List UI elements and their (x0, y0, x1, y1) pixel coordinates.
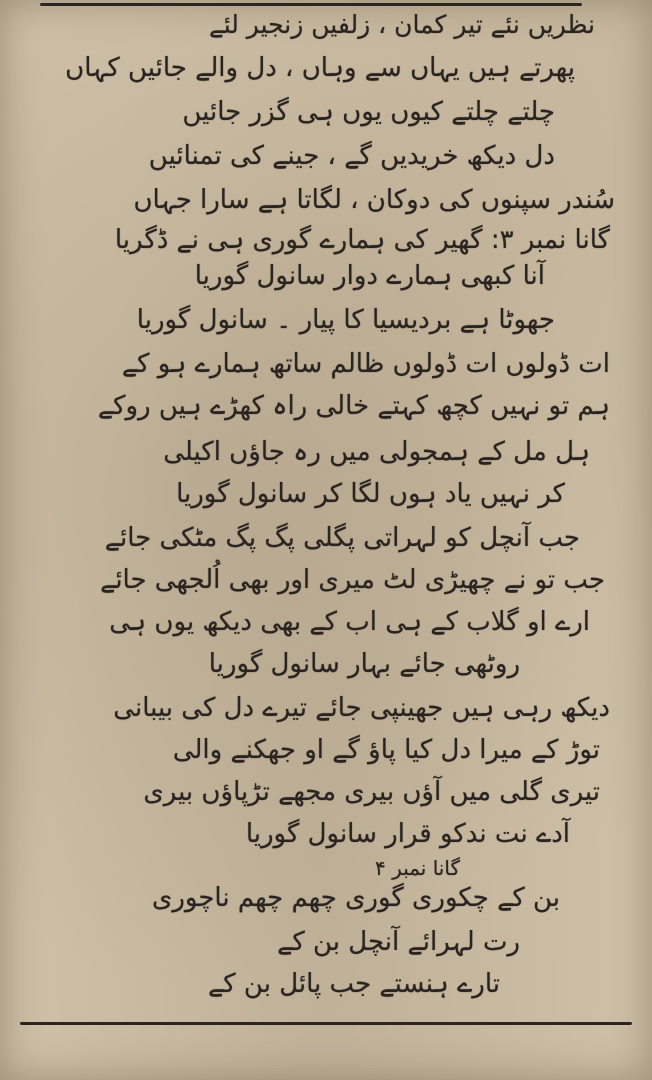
text-line: پھرتے ہیں یہاں سے وہاں ، دل والے جائیں کہاں (65, 53, 575, 83)
text-line: روٹھی جائے بہار سانول گوریا (208, 649, 520, 679)
text-line: جھوٹا ہے بردیسیا کا پیار ۔ سانول گوریا (136, 305, 555, 335)
text-line: ہل مل کے ہمجولی میں رہ جاؤں اکیلی (163, 437, 590, 467)
text-line: آنا کبھی ہمارے دوار سانول گوریا (194, 261, 545, 291)
text-line: دیکھ رہی ہیں جھینپی جائے تیرے دل کی بیبانی (113, 693, 610, 723)
text-line: تیری گلی میں آؤں بیری مجھے تڑپاؤں بیری (143, 777, 600, 807)
text-line: چلتے چلتے کیوں یوں ہی گزر جائیں (182, 97, 555, 127)
text-line: تارے ہنستے جب پائل بن کے (208, 969, 500, 999)
text-line: جب آنچل کو لہراتی پگلی پگ پگ مٹکی جائے (104, 523, 580, 553)
text-line: جب تو نے چھیڑی لٹ میری اور بھی اُلجھی جائے (100, 565, 605, 595)
text-line: کر نہیں یاد ہوں لگا کر سانول گوریا (176, 479, 565, 509)
text-line: ہم تو نہیں کچھ کہتے خالی راہ کھڑے ہیں روکے (97, 391, 610, 421)
text-line: رت لہرائے آنچل بن کے (277, 927, 520, 957)
text-line: آدے نت ندکو قرار سانول گوریا (245, 819, 570, 849)
text-line: نظریں نئے تیر کمان ، زلفیں زنجیر لئے (209, 10, 595, 39)
text-line: ات ڈولوں ات ڈولوں ظالم ساتھ ہمارے ہو کے (121, 349, 610, 379)
text-body (30, 0, 630, 1020)
bottom-divider (20, 1022, 632, 1025)
text-line: دل دیکھ خریدیں گے ، جینے کی تمنائیں (148, 141, 555, 171)
section-heading: گانا نمبر ۴ (375, 856, 460, 880)
text-line: بن کے چکوری گوری چھم چھم ناچوری (151, 883, 560, 913)
text-line: گانا نمبر ۳: گھیر کی ہمارے گوری ہی نے ڈگریا (114, 225, 610, 255)
text-line: سُندر سپنوں کی دوکان ، لگاتا ہے سارا جہاں (133, 185, 615, 215)
text-line: ارے او گلاب کے ہی اب کے بھی دیکھ یوں ہی (109, 607, 590, 637)
text-line: توڑ کے میرا دل کیا پاؤ گے او جھکنے والی (172, 735, 600, 765)
